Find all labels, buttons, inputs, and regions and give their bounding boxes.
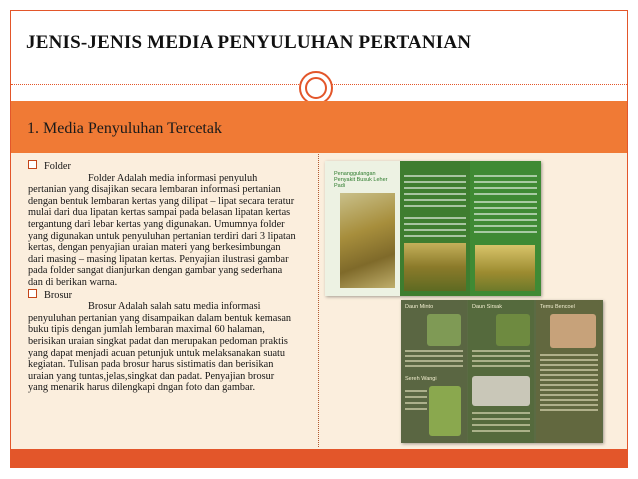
folder-cover-panel [325, 161, 400, 296]
slide-title: JENIS-JENIS MEDIA PENYULUHAN PERTANIAN [26, 32, 472, 53]
paragraph-folder: Folder Adalah media informasi penyuluh pertanian yang disajikan secara lembaran informasi pertanian dengan bentuk lembaran kertas yang dilipat – lipat secara teratur mulai dari dua lipatan kertas sampai pada belasan lipatan kertas tergantung dari lebar kertas yang digunakan. Umumnya folder yang digunakan untuk penyuluhan pertanian terdiri dari 3 lipatan kertas, dengan penyajian uraian materi yang berkesimbungan dari masing – masing lipatan kertas. Penyajian ilustrasi gambar pada folder sangat dianjurkan dengan gambar yang sederhana dan di berikan warna. [28, 172, 296, 288]
folder-middle-panel [400, 161, 470, 296]
brochure-column-3 [536, 300, 602, 443]
herb-photo [550, 314, 596, 348]
herb-photo [472, 376, 530, 406]
rice-photo [340, 193, 395, 288]
brochure-subheading: Sereh Wangi [405, 376, 437, 382]
brochure-example-image [401, 300, 603, 443]
folder-right-panel [470, 161, 541, 296]
bullet-brosur [28, 289, 296, 302]
bullet-label-folder: Folder [44, 161, 71, 172]
brochure-heading-2: Daun Sirsak [472, 304, 502, 310]
rice-photo [404, 243, 466, 291]
paragraph-brosur: Brosur Adalah salah satu media informasi penyuluhan pertanian yang disampaikan dalam bentuk kemasan buku tipis dengan jumlah lembaran maximal 60 halaman, berisikan uraian singkat padat dan merupakan pedoman praktis yang dapat menjadi acuan petunjuk untuk melaksanakan suatu kegiatan. Tulisan pada brosur harus sistimatis dan berisikan uraian yang tuntas,jelas,singkat dan padat. Penyajian brosur yang menarik harus dilengkapi dngan foto dan gambar. [28, 301, 292, 394]
herb-photo [427, 314, 461, 346]
brochure-heading-3: Temu Bencoel [540, 304, 575, 310]
column-divider [318, 154, 319, 447]
bullet-folder [28, 160, 296, 173]
brochure-heading-1: Daun Minto [405, 304, 434, 310]
section-title: 1. Media Penyuluhan Tercetak [27, 120, 222, 137]
bullet-label-brosur: Brosur [44, 289, 73, 301]
herb-photo [496, 314, 530, 346]
folder-example-image [325, 161, 541, 296]
bullet-icon [28, 160, 37, 169]
folder-cover-title: Penanggulangan Penyakit Busuk Leher Padi [334, 171, 388, 189]
rice-photo [475, 245, 535, 291]
bottom-bar [11, 449, 627, 468]
brochure-column-2 [468, 300, 534, 443]
divider-ornament [299, 71, 333, 105]
body-text [28, 160, 296, 394]
brochure-column-1 [401, 300, 467, 443]
bullet-icon [28, 289, 37, 298]
herb-photo [429, 386, 461, 436]
